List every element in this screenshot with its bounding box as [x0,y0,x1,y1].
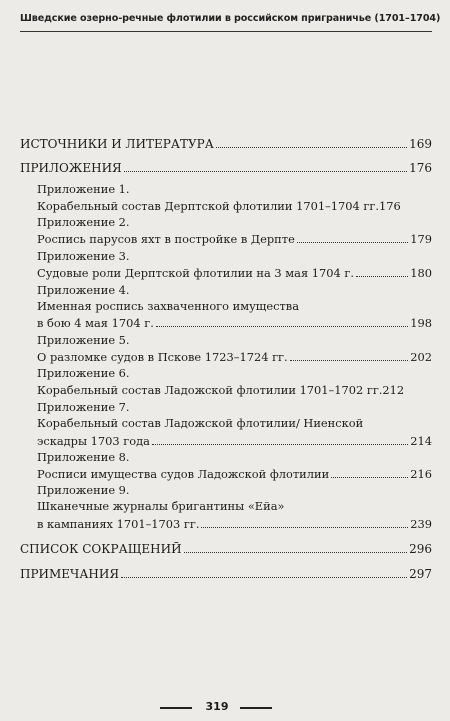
appendix-3-head: Приложение 3. [37,249,130,263]
toc-entry-abbreviations[interactable] [20,538,432,556]
toc-page-number: 202 [410,350,432,364]
toc-page-number: 239 [410,517,432,531]
toc-page-number: 179 [410,232,432,246]
dot-leader [331,477,408,478]
appendix-3-entry[interactable] [37,262,432,280]
appendix-5-entry[interactable] [37,346,432,364]
appendix-1-head: Приложение 1. [37,182,130,196]
dot-leader [124,171,407,172]
dot-leader [184,552,408,553]
toc-entry-label: Судовые роли Дерптской флотилии на 3 мая 1704 г. [37,266,354,280]
toc-page-number: 198 [410,316,432,330]
footer-rule-right [240,707,272,709]
toc-entry-label: эскадры 1703 года [37,434,150,448]
toc-entry-label: СПИСОК СОКРАЩЕНИЙ [20,542,182,556]
dot-leader [152,444,408,445]
toc-entry-label: Роспись парусов яхт в постройке в Дерпте [37,232,295,246]
toc-entry-label: в бою 4 мая 1704 г. [37,316,154,330]
dot-leader [156,326,408,327]
appendix-6-entry[interactable] [37,379,432,397]
appendix-9-head: Приложение 9. [37,483,130,497]
toc-page-number: 180 [410,266,432,280]
dot-leader [297,242,408,243]
appendix-7-head: Приложение 7. [37,400,130,414]
toc-entry-sources[interactable] [20,133,432,151]
appendix-9-entry[interactable] [37,513,432,531]
appendix-8-head: Приложение 8. [37,450,130,464]
toc-entry-label: ПРИМЕЧАНИЯ [20,567,120,581]
toc-page-number: 169 [409,137,432,151]
dot-leader [121,577,407,578]
appendix-1-entry[interactable] [37,195,432,213]
appendix-2-entry[interactable] [37,228,432,246]
appendix-4-entry[interactable] [37,312,432,330]
toc-page-number: 297 [409,567,432,581]
toc-entry-label: ПРИЛОЖЕНИЯ [20,161,122,175]
toc-entry-label: Росписи имущества судов Ладожской флотилии [37,467,330,481]
dot-leader [356,276,408,277]
page-number: 319 [205,700,229,713]
dot-leader [201,527,408,528]
appendix-5-head: Приложение 5. [37,333,130,347]
toc-page-number: 216 [410,467,432,481]
toc-entry-label: в кампаниях 1701–1703 гг. [37,517,200,531]
appendix-2-head: Приложение 2. [37,215,130,229]
toc-entry-label: Корабельный состав Дерптской флотилии 1701–1704 гг. [37,199,379,213]
toc-entry-label: Корабельный состав Ладожской флотилии 1701–1702 гг. [37,383,383,397]
toc-page-number: 176 [378,199,401,213]
appendix-7-entry[interactable] [37,430,432,448]
toc-entry-notes[interactable] [20,563,432,581]
toc-entry-appendices[interactable] [20,157,432,175]
appendix-4-line-1: Именная роспись захваченного имущества [37,299,299,313]
running-header: Шведские озерно-речные флотилии в российском приграничье (1701–1704) [20,13,441,24]
toc-entry-label: ИСТОЧНИКИ И ЛИТЕРАТУРА [20,137,214,151]
toc-page-number: 296 [409,542,432,556]
dot-leader [216,147,407,148]
appendix-4-head: Приложение 4. [37,283,130,297]
appendix-6-head: Приложение 6. [37,366,130,380]
toc-page-number: 214 [410,434,432,448]
dot-leader [290,360,409,361]
appendix-7-line-1: Корабельный состав Ладожской флотилии/ Ниенской [37,416,364,430]
appendix-9-line-1: Шканечные журналы бригантины «Ейа» [37,499,285,513]
toc-page-number: 176 [409,161,432,175]
appendix-8-entry[interactable] [37,463,432,481]
footer-rule-left [160,707,192,709]
toc-page-number: 212 [382,383,405,397]
toc-entry-label: О разломке судов в Пскове 1723–1724 гг. [37,350,288,364]
